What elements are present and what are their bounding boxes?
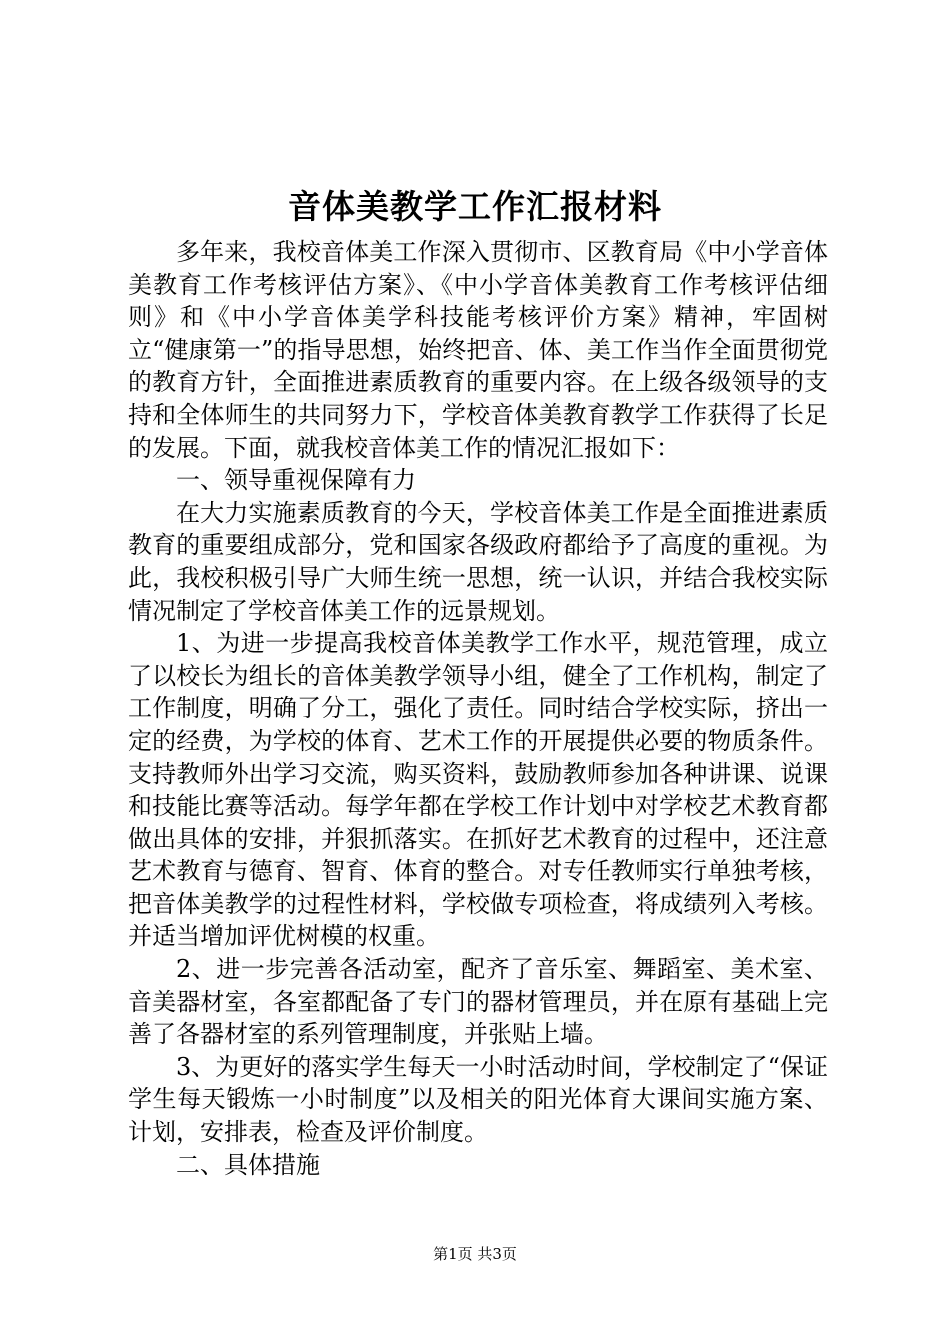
section-heading-1: 一、领导重视保障有力 <box>176 466 416 495</box>
paragraph-item-1: 1、为进一步提高我校音体美教学工作水平，规范管理，成立了以校长为组长的音体美教学领导小组，健全了工作机构，制定了工作制度，明确了分工，强化了责任。同时结合学校实际，挤出一定的经费，为学校的体育、艺术工作的开展提供必要的物质条件。支持教师外出学习交流，购买资料，鼓励教师参加各种讲课、说课和技能比赛等活动。每学年都在学校工作计划中对学校艺术教育都做出具体的安排，并狠抓落实。在抓好艺术教育的过程中，还注意艺术教育与德育、智育、体育的整合。对专任教师实行单独考核，把音体美教学的过程性材料，学校做专项检查，将成绩列入考核。并适当增加评优树模的权重。 <box>128 629 828 951</box>
paragraph-section-1: 在大力实施素质教育的今天，学校音体美工作是全面推进素质教育的重要组成部分，党和国家各级政府都给予了高度的重视。为此，我校积极引导广大师生统一思想，统一认识，并结合我校实际情况制定了学校音体美工作的远景规划。 <box>128 498 828 625</box>
paragraph-item-2: 2、进一步完善各活动室，配齐了音乐室、舞蹈室、美术室、音美器材室，各室都配备了专门的器材管理员，并在原有基础上完善了各器材室的系列管理制度，并张贴上墙。 <box>128 955 828 1049</box>
page-footer: 第1页 共3页 <box>433 1245 517 1263</box>
document-body <box>128 236 828 1181</box>
paragraph-item-3: 3、为更好的落实学生每天一小时活动时间，学校制定了“保证学生每天锻炼一小时制度”以及相关的阳光体育大课间实施方案、计划，安排表，检查及评价制度。 <box>128 1052 828 1147</box>
paragraph-intro: 多年来，我校音体美工作深入贯彻市、区教育局《中小学音体美教育工作考核评估方案》、《中小学音体美教育工作考核评估细则》和《中小学音体美学科技能考核评价方案》精神，牢固树立“健康第一”的指导思想，始终把音、体、美工作当作全面贯彻党的教育方针，全面推进素质教育的重要内容。在上级各级领导的支持和全体师生的共同努力下，学校音体美教育教学工作获得了长足的发展。下面，就我校音体美工作的情况汇报如下： <box>128 238 828 462</box>
document-title: 音体美教学工作汇报材料 <box>288 187 662 226</box>
section-heading-2: 二、具体措施 <box>176 1150 320 1179</box>
